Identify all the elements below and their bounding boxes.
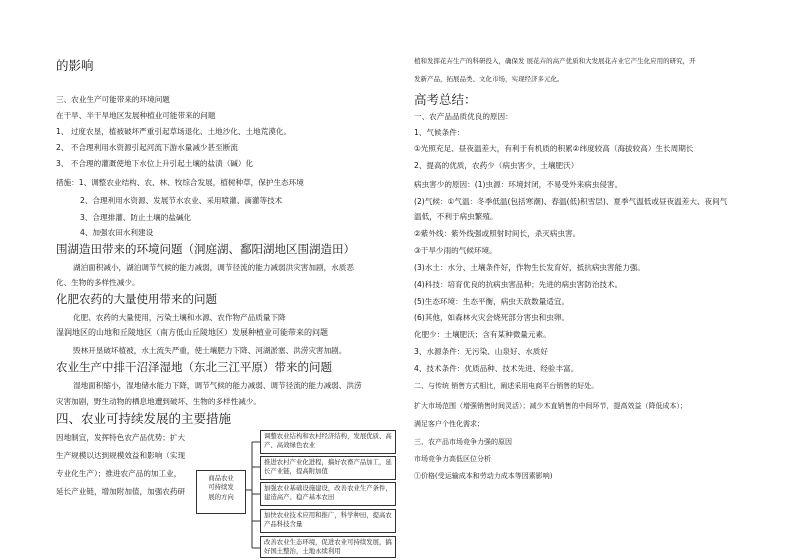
gaokao-item: ③干旱少雨的气候环境。 [414,246,497,255]
wetland-text: 湿地面积缩小，湿地储水能力下降，调节气候的能力减弱、调节径流的能力减弱、洪涝 [73,381,362,390]
section-3-intro: 在干旱、半干旱地区发展种植业可能带来的问题 [56,111,216,120]
measures-line: 4、加强农田水利建设 [80,228,154,237]
gaokao-item: 3、水源条件：无污染、山泉好、水质好 [414,347,548,356]
gaokao-item: 1、气候条件： [414,128,465,137]
weitian-text: 湖泊面积减小，湖泊调节气候的能力减弱，调节径流的能力减弱洪灾害加剧，水质恶 [73,263,354,272]
wetland-title: 农业生产中排干沼泽湿地（东北三江平原）带来的问题 [56,360,332,374]
hills-text: 毁林开垦破坏植被，水土流失严重，使土壤肥力下降、河湖淤塞、洪涝灾害加剧。 [73,346,347,355]
gaokao-item: (4)科技：培育优良的抗病虫害品种；先进的病虫害防治技术。 [414,280,623,289]
diagram-center-line: 展的方向 [208,492,234,501]
measures-line: 2、合理利用水资源、发展节水农业、采用喷灌、滴灌等技术 [80,196,283,205]
gaokao-item: (3)水土：水分、土壤条件好，作物生长发育好，抵抗病虫害能力强。 [414,263,645,272]
section-4-text: 生产规模以达到规模效益和影响（实现 [56,451,186,460]
right-top-text: 植和发挥花卉生产的科研投入，确保发 展花卉的高产优质和大发展花卉业它产生化应用的研究，开 [414,57,696,65]
measures-line: 措施：1、调整农业结构、农、林、牧综合发展，植树种草，保护生态环境 [56,178,304,187]
wetland-text: 灾害加剧，野生动物的栖息地遭到破坏、生物的多样性减少。 [56,397,262,406]
section-4-text: 因地制宜，发挥特色农产品优势；扩大 [56,433,186,442]
gaokao-section-3-item: ①价格(受运输成本和劳动力成本等因素影响) [414,472,553,480]
diagram-box: 加强农业基础设施建设，改善农业生产条件，建造高产、稳产基本农田 [260,482,396,506]
gaokao-item: (5)生态环境：生态平衡，病虫天敌数量适宜。 [414,297,570,306]
gaokao-section-3: 三、农产品市场竞争力强的原因 [414,438,512,446]
gaokao-item: (2)气候：①气温：冬季低温(包括寒潮)、春温(低)积雪层)、夏季气温低或昼夜温差大、夜间气 [414,197,728,206]
gaokao-item: 病虫害少的原因：(1)虫源：环境封闭，不易受外来病虫侵害。 [414,180,623,189]
hills-title: 湿润地区的山地和丘陵地区（南方低山丘陵地区）发展种植业可能带来的问题 [56,328,328,337]
diagram-box: 改善农业生态环境，促进农业可持续发展，搞好国土整治，土地永续利用 [260,536,396,558]
gaokao-section-2-text: 满足客户个性化需求； [414,420,484,428]
gaokao-title: 高考总结： [414,92,477,107]
diagram-box: 加快农业技术应用和推广，科学种田，提高农产品科技含量 [260,509,396,533]
fertilizer-title: 化肥农药的大量使用带来的问题 [56,292,217,306]
weitian-text: 化、生物的多样性减少。 [56,278,140,287]
gaokao-item: 4、技术条件：优质品种、技术先进、经验丰富。 [414,364,579,373]
section-3-item: 1、 过度农垦，植被破坏严重引起草场退化、土地沙化、土地荒漠化。 [56,127,292,136]
section-4-text: 延长产业链，增加附加值，加强农药研 [56,487,186,496]
diagram-center-line: 可持续发 [208,483,234,492]
diagram-box: 推进农村产业化进程，搞好农畜产品加工，延长产业链，提高附加值 [260,456,396,480]
gaokao-section-2-text: 扩大市场范围（增强销售时间灵活）；减少木直销售的中间环节，提高效益（降低成本）； [414,402,687,410]
gaokao-item: ①光照充足、昼夜温差大，有利于有机质的积累②纬度较高（海拔较高）生长周期长 [414,144,694,153]
section-4-text: 专业化生产）；推进农产品的加工业， [56,469,182,478]
section-3-title: 三、农业生产可能带来的环境问题 [56,95,170,104]
gaokao-section-3-sub: 市场竞争力高低区位分析 [414,455,491,463]
gaokao-item: 温低，不利于病虫繁殖。 [414,212,498,221]
gaokao-section-2: 二、与传统 销售方式相比，阐述采用电商平台销售的好处。 [414,382,599,390]
gaokao-item: 2、提高的优质，农药少（病虫害少，土壤肥沃） [414,161,579,170]
weitian-title: 围湖造田带来的环境问题（洞庭湖、鄱阳湖地区围湖造田） [56,242,355,256]
section-3-item: 2、 不合理利用水资源引起河流下游水量减少甚至断流 [56,143,238,152]
gaokao-section-1: 一、农产品品质优良的原因： [414,112,513,121]
section-4-title: 四、农业可持续发展的主要措施 [56,411,232,426]
gaokao-item: 化肥少：土壤肥沃；含有某种微量元素。 [414,330,551,339]
measures-line: 3、合理排灌、防止土壤的盐碱化 [80,213,192,222]
fertilizer-text: 化肥、农药的大量使用，污染土壤和水源、农作物产品质量下降 [73,313,286,322]
heading-continuation: 的影响 [56,58,94,73]
diagram-center-box [196,470,246,514]
gaokao-item: (6)其他，如森林火灾会烧死部分害虫和虫卵。 [414,313,570,322]
diagram-box: 调整农业结构和农村经济结构，发展优质、高产、高效绿色农业 [260,430,396,454]
diagram-center-line: 商品农业 [208,474,234,482]
right-top-text: 发新产品，拓展品类、文化市场，实现经济多元化。 [414,75,564,83]
gaokao-item: ②紫外线：紫外线强或照射时间长，杀灭病虫害。 [414,229,581,238]
section-3-item: 3、 不合理的灌溉使地下水位上升引起土壤的盐渍（碱）化 [56,159,254,168]
